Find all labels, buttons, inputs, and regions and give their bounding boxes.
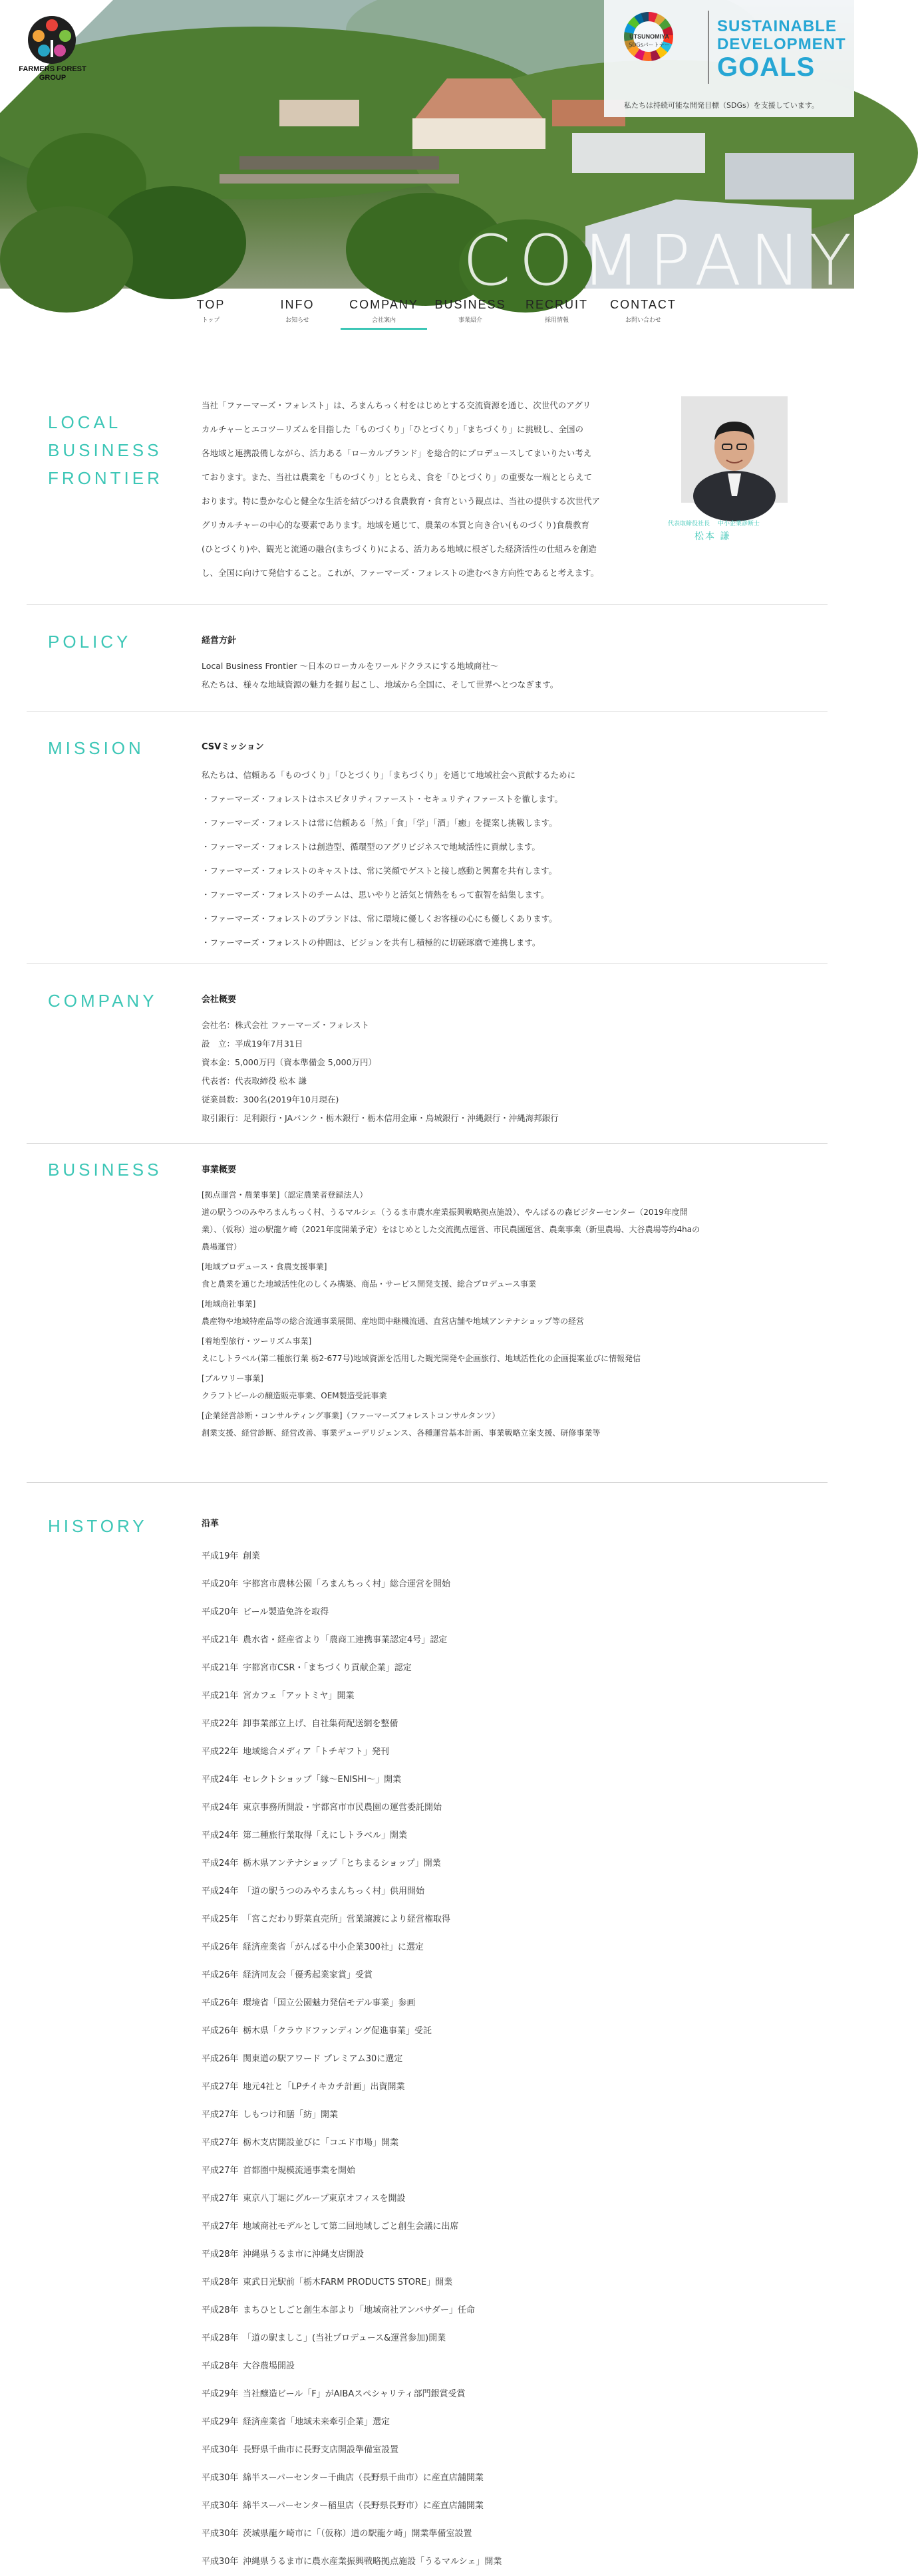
history-year: 平成20年 xyxy=(202,1579,239,1589)
history-row xyxy=(202,1710,502,1738)
intro-text xyxy=(202,394,687,585)
brand-name-line2: GROUP xyxy=(39,74,67,82)
history-event: 農水省・経産省より「農商工連携事業認定4号」認定 xyxy=(243,1635,448,1645)
history-event: 卸事業部立上げ、自社集荷配送網を整備 xyxy=(243,1719,398,1729)
history-event: 経済同友会「優秀起業家賞」受賞 xyxy=(243,1970,373,1980)
policy-section xyxy=(27,605,828,711)
history-row xyxy=(202,1850,502,1878)
history-year: 平成28年 xyxy=(202,2250,239,2259)
history-row xyxy=(202,1990,502,2017)
history-year: 平成28年 xyxy=(202,2361,239,2371)
business-block xyxy=(202,1333,814,1367)
business-text: 農場運営） xyxy=(202,1242,242,1251)
history-year: 平成24年 xyxy=(202,1831,239,1841)
company-title: COMPANY xyxy=(48,991,158,1011)
mission-line: ・ファーマーズ・フォレストは常に信頼ある「然」「食」「学」「酒」「癒」を提案し挑戦します。 xyxy=(202,818,557,828)
intro-line: おります。特に豊かな心と健全な生活を結びつける食農教育・食育という観点は、当社の提供する次世代ア xyxy=(202,496,601,506)
president-photo xyxy=(681,396,788,503)
intro-title-line: FRONTIER xyxy=(48,468,163,488)
business-text: えにしトラベル(第二種旅行業 栃2-677号)地域資源を活用した観光開発や企画旅行、地域活性化の企画提案並びに情報発信 xyxy=(202,1354,641,1363)
history-event: 東京八丁堀にグループ東京オフィスを開設 xyxy=(243,2194,406,2204)
business-body xyxy=(202,1160,814,1442)
history-row xyxy=(202,2185,502,2213)
intro-line: (ひとづくり)や、観光と流通の融合(まちづくり)による、活力ある地域に根ざした経済活性の仕組みを創造 xyxy=(202,544,597,554)
policy-heading: 経営方針 xyxy=(202,636,237,646)
history-year: 平成30年 xyxy=(202,2445,239,2455)
history-event: 経済産業省「がんばる中小企業300社」に選定 xyxy=(243,1942,424,1952)
history-event: 栃木支店開設並びに「コエド市場」開業 xyxy=(243,2138,399,2148)
nav-recruit-label: RECRUIT xyxy=(526,298,588,311)
business-text: 農産物や地域特産品等の総合流通事業展開、産地間中継機流通、直営店舗や地域アンテナショップ等の経営 xyxy=(202,1317,585,1326)
hero-banner xyxy=(0,0,859,301)
history-year: 平成28年 xyxy=(202,2305,239,2315)
business-block xyxy=(202,1370,814,1404)
history-row xyxy=(202,1906,502,1934)
business-category: [企業経営診断・コンサルティング事業]（ファーマーズフォレストコンサルタンツ） xyxy=(202,1411,500,1420)
history-year: 平成27年 xyxy=(202,2110,239,2120)
sdgs-title-line3: GOALS xyxy=(717,53,816,82)
business-text: 道の駅うつのみやろまんちっく村、うるマルシェ（うるま市農水産業振興戦略拠点施設）、やんばるの森ビジターセンター（2019年度開 xyxy=(202,1208,688,1217)
history-year: 平成24年 xyxy=(202,1803,239,1813)
history-event: 綿半スーパーセンター千曲店（長野県千曲市）に産直店舗開業 xyxy=(243,2473,484,2483)
history-year: 平成20年 xyxy=(202,1607,239,1617)
history-year: 平成29年 xyxy=(202,2389,239,2399)
history-event: 関東道の駅アワード プレミアム30に選定 xyxy=(243,2054,403,2064)
history-row xyxy=(202,2101,502,2129)
history-row xyxy=(202,2408,502,2436)
business-category: [ブルワリー事業] xyxy=(202,1374,263,1383)
intro-line: ております。また、当社は農業を「ものづくり」ととらえ、食を「ひとづくり」の重要な一端ととらえて xyxy=(202,472,593,482)
mission-section xyxy=(27,711,828,964)
nav-contact-label: CONTACT xyxy=(610,298,677,311)
history-year: 平成21年 xyxy=(202,1635,239,1645)
history-event: 東京事務所開設・宇都宮市市民農園の運営委託開始 xyxy=(243,1803,442,1813)
president-name: 松本 謙 xyxy=(694,531,731,542)
history-event: 宇都宮市CSR・「まちづくり貢献企業」認定 xyxy=(243,1663,412,1673)
history-year: 平成19年 xyxy=(202,1551,239,1561)
history-event: 茨城県龍ケ崎市に「（仮称）道の駅龍ケ崎」開業準備室設置 xyxy=(243,2529,472,2539)
history-year: 平成22年 xyxy=(202,1747,239,1757)
policy-line: Local Business Frontier 〜日本のローカルをワールドクラスにする地域商社〜 xyxy=(202,661,499,671)
history-row xyxy=(202,2464,502,2492)
intro-title-line: LOCAL xyxy=(48,412,122,432)
history-event: 沖縄県うるま市に沖縄支店開設 xyxy=(243,2250,365,2259)
nav-business-label: BUSINESS xyxy=(434,298,506,311)
nav-top[interactable] xyxy=(168,289,254,335)
history-event: 首都圏中規模流通事業を開始 xyxy=(243,2166,356,2176)
company-line: 資本金：5,000万円（資本準備金 5,000万円） xyxy=(202,1057,377,1067)
history-row xyxy=(202,2436,502,2464)
history-row xyxy=(202,1626,502,1654)
history-row xyxy=(202,2381,502,2408)
history-year: 平成27年 xyxy=(202,2138,239,2148)
history-heading: 沿革 xyxy=(202,1519,220,1529)
intro-line: 当社「ファーマーズ・フォレスト」は、ろまんちっく村をはじめとする交流資源を通じ、次世代のアグリ xyxy=(202,400,591,410)
business-category: [拠点運営・農業事業]（認定農業者登録法人） xyxy=(202,1190,368,1200)
company-line: 取引銀行：足利銀行・JAバンク・栃木銀行・栃木信用金庫・烏城銀行・沖縄銀行・沖縄海邦銀行 xyxy=(202,1113,559,1123)
history-event: 栃木県「クラウドファンディング促進事業」受託 xyxy=(243,2026,432,2036)
history-event: 第二種旅行業取得「えにしトラベル」開業 xyxy=(243,1831,408,1841)
nav-company[interactable] xyxy=(341,289,427,330)
business-text: 業）、（仮称）道の駅龍ケ崎（2021年度開業予定）をはじめとした交流拠点運営、市民農園運営、農業事業（新里農場、大谷農場等約4haの xyxy=(202,1225,700,1234)
history-event: 大谷農場開設 xyxy=(243,2361,295,2371)
business-section xyxy=(27,1144,828,1483)
history-row xyxy=(202,2548,502,2576)
company-line: 代表者：代表取締役 松本 謙 xyxy=(202,1076,307,1086)
intro-section xyxy=(27,392,828,605)
mission-line: ・ファーマーズ・フォレストのブランドは、常に環境に優しくお客様の心にも優しくあります。 xyxy=(202,914,557,924)
history-year: 平成30年 xyxy=(202,2529,239,2539)
history-year: 平成25年 xyxy=(202,1914,239,1924)
brand-logo-mark xyxy=(0,0,113,113)
company-line: 設 立：平成19年7月31日 xyxy=(202,1039,303,1049)
history-event: 地元4社と「LPチイキカチ計画」出資開業 xyxy=(243,2082,405,2092)
nav-company-label: COMPANY xyxy=(349,298,418,311)
history-event: 「道の駅うつのみやろまんちっく村」供用開始 xyxy=(243,1886,425,1896)
history-event: 創業 xyxy=(243,1551,261,1561)
history-year: 平成30年 xyxy=(202,2557,239,2567)
policy-body xyxy=(202,630,558,694)
history-year: 平成28年 xyxy=(202,2277,239,2287)
history-event: 綿半スーパーセンター稲里店（長野県長野市）に産直店舗開業 xyxy=(243,2501,484,2511)
intro-line: し、全国に向けて発信すること。これが、ファーマーズ・フォレストの進むべき方向性であると考えます。 xyxy=(202,568,599,578)
history-row xyxy=(202,2241,502,2269)
history-event: 沖縄県うるま市に農水産業振興戦略拠点施設「うるマルシェ」開業 xyxy=(243,2557,502,2567)
business-text: 創業支援、経営診断、経営改善、事業デューデリジェンス、各種運営基本計画、事業戦略立案支援、研修事業等 xyxy=(202,1428,601,1438)
history-event: 当社醸造ビール「F」がAIBAスペシャリティ部門銀賞受賞 xyxy=(243,2389,466,2399)
policy-line: 私たちは、様々な地域資源の魅力を掘り起こし、地域から全国に、そして世界へとつなぎます。 xyxy=(202,680,559,690)
business-heading: 事業概要 xyxy=(202,1165,237,1175)
history-year: 平成29年 xyxy=(202,2417,239,2427)
history-event: しもつけ和膳「紡」開業 xyxy=(243,2110,339,2120)
sdgs-banner[interactable] xyxy=(604,0,854,117)
nav-business[interactable] xyxy=(427,289,514,335)
history-row xyxy=(202,1766,502,1794)
business-block xyxy=(202,1258,814,1293)
history-year: 平成24年 xyxy=(202,1859,239,1868)
business-title: BUSINESS xyxy=(48,1160,162,1180)
history-row xyxy=(202,1822,502,1850)
global-nav xyxy=(0,289,854,335)
history-event: 宇都宮市農林公園「ろまんちっく村」総合運営を開始 xyxy=(243,1579,451,1589)
history-year: 平成21年 xyxy=(202,1691,239,1701)
brand-logo[interactable] xyxy=(0,0,113,113)
history-row xyxy=(202,2157,502,2185)
history-row xyxy=(202,2325,502,2353)
business-block xyxy=(202,1407,814,1442)
company-heading: 会社概要 xyxy=(202,995,237,1005)
company-line: 会社名：株式会社 ファーマーズ・フォレスト xyxy=(202,1020,370,1030)
mission-line: 私たちは、信頼ある「ものづくり」「ひとづくり」「まちづくり」を通じて地域社会へ貢献するために xyxy=(202,770,576,780)
company-section xyxy=(27,964,828,1144)
sdgs-partner-brand: UTSUNOMIYA xyxy=(629,33,669,40)
history-event: 栃木県アンテナショップ「とちまるショップ」開業 xyxy=(243,1859,441,1868)
nav-recruit-sub: 採用情報 xyxy=(544,317,569,324)
mission-body xyxy=(202,737,575,955)
nav-contact[interactable] xyxy=(600,289,687,335)
history-year: 平成26年 xyxy=(202,1970,239,1980)
history-row xyxy=(202,2353,502,2381)
sdgs-partner-sub: SDGsパートナー xyxy=(629,42,670,48)
history-row xyxy=(202,1794,502,1822)
history-event: ビール製造免許を取得 xyxy=(243,1607,329,1617)
nav-contact-sub: お問い合わせ xyxy=(625,317,661,324)
history-event: 宮カフェ「アットミヤ」開業 xyxy=(243,1691,355,1701)
history-row xyxy=(202,2520,502,2548)
history-row xyxy=(202,2129,502,2157)
history-year: 平成24年 xyxy=(202,1886,239,1896)
history-row xyxy=(202,1682,502,1710)
intro-title-line: BUSINESS xyxy=(48,440,162,460)
history-row xyxy=(202,1654,502,1682)
history-year: 平成26年 xyxy=(202,1998,239,2008)
policy-title: POLICY xyxy=(48,632,132,652)
business-category: [着地型旅行・ツーリズム事業] xyxy=(202,1337,312,1346)
history-year: 平成22年 xyxy=(202,1719,239,1729)
history-year: 平成26年 xyxy=(202,2054,239,2064)
business-block xyxy=(202,1186,814,1255)
history-section xyxy=(27,1483,828,2567)
history-row xyxy=(202,2045,502,2073)
mission-line: ・ファーマーズ・フォレストはホスピタリティファースト・セキュリティファーストを徹します。 xyxy=(202,794,563,804)
history-year: 平成30年 xyxy=(202,2473,239,2483)
company-body xyxy=(202,989,559,1128)
history-year: 平成21年 xyxy=(202,1663,239,1673)
nav-company-sub: 会社案内 xyxy=(371,317,396,324)
business-block xyxy=(202,1295,814,1330)
intro-line: 各地域と連携設備しながら、活力ある「ローカルブランド」を総合的にプロデュースしてまいりたい考え xyxy=(202,448,592,458)
history-year: 平成27年 xyxy=(202,2166,239,2176)
mission-heading: CSVミッション xyxy=(202,742,264,752)
sdgs-title-line1: SUSTAINABLE xyxy=(717,17,837,35)
history-event: 「道の駅ましこ」(当社プロデュース&運営参加)開業 xyxy=(243,2333,446,2343)
hero-title: COMPANY xyxy=(462,220,859,301)
nav-top-label: TOP xyxy=(196,298,226,311)
mission-title: MISSION xyxy=(48,738,144,758)
mission-line: ・ファーマーズ・フォレストのキャストは、常に笑顔でゲストと接し感動と興奮を共有します。 xyxy=(202,866,557,876)
intro-title xyxy=(48,408,163,492)
history-event: 環境省「国立公園魅力発信モデル事業」参画 xyxy=(243,1998,416,2008)
history-event: 地域商社モデルとして第二回地域しごと創生会議に出席 xyxy=(243,2222,459,2232)
sdgs-divider xyxy=(708,11,709,84)
intro-line: グリカルチャーの中心的な要素であります。地域を通じて、農業の本質と向き合い(ものづくり)食農教育 xyxy=(202,520,590,530)
sdgs-title-line2: DEVELOPMENT xyxy=(717,35,846,53)
history-row xyxy=(202,1543,502,1571)
brand-name-line1: FARMERS FOREST xyxy=(19,65,86,73)
nav-info[interactable] xyxy=(254,289,341,335)
history-event: 地域総合メディア「トチギフト」発刊 xyxy=(243,1747,389,1757)
history-event: 経済産業省「地域未来牽引企業」選定 xyxy=(243,2417,390,2427)
nav-top-sub: トップ xyxy=(202,317,220,324)
mission-line: ・ファーマーズ・フォレストは創造型、循環型のアグリビジネスで地域活性に貢献します。 xyxy=(202,842,540,852)
nav-info-label: INFO xyxy=(280,298,315,311)
history-year: 平成28年 xyxy=(202,2333,239,2343)
business-text: 食と農業を通じた地域活性化のしくみ構築、商品・サービス開発支援、総合プロデュース事業 xyxy=(202,1279,537,1289)
history-event: 東武日光駅前「栃木FARM PRODUCTS STORE」開業 xyxy=(243,2277,453,2287)
history-row xyxy=(202,1571,502,1599)
president-portrait-icon xyxy=(681,396,788,503)
business-category: [地域プロデュース・食農支援事業] xyxy=(202,1262,327,1271)
history-event: 「宮こだわり野菜直売所」営業譲渡により経営権取得 xyxy=(243,1914,451,1924)
history-year: 平成27年 xyxy=(202,2194,239,2204)
mission-line: ・ファーマーズ・フォレストのチームは、思いやりと活気と情熱をもって叡智を結集します。 xyxy=(202,890,549,900)
history-year: 平成30年 xyxy=(202,2501,239,2511)
intro-line: カルチャーとエコツーリズムを目指した「ものづくり」「ひとづくり」「まちづくり」に挑戦し、全国の xyxy=(202,424,584,434)
history-row xyxy=(202,2017,502,2045)
sdgs-caption: 私たちは持続可能な開発目標（SDGs）を支援しています。 xyxy=(624,101,819,110)
history-row xyxy=(202,1738,502,1766)
nav-info-sub: お知らせ xyxy=(285,317,309,324)
nav-recruit[interactable] xyxy=(514,289,600,335)
mission-line: ・ファーマーズ・フォレストの仲間は、ビジョンを共有し積極的に切磋琢磨で連携します。 xyxy=(202,938,541,948)
history-year: 平成27年 xyxy=(202,2222,239,2232)
history-row xyxy=(202,2213,502,2241)
company-line: 従業員数：300名(2019年10月現在) xyxy=(202,1095,339,1104)
history-row xyxy=(202,1878,502,1906)
history-row xyxy=(202,1599,502,1626)
business-category: [地域商社事業] xyxy=(202,1299,256,1309)
history-year: 平成26年 xyxy=(202,2026,239,2036)
nav-business-sub: 事業紹介 xyxy=(458,317,482,324)
history-row xyxy=(202,2269,502,2297)
history-event: まちひとしごと創生本部より「地域商社アンバサダー」任命 xyxy=(243,2305,475,2315)
history-event: セレクトショップ「縁〜ENISHI〜」開業 xyxy=(243,1775,402,1785)
history-year: 平成24年 xyxy=(202,1775,239,1785)
history-title: HISTORY xyxy=(48,1516,148,1536)
history-row xyxy=(202,1934,502,1962)
history-year: 平成26年 xyxy=(202,1942,239,1952)
history-list xyxy=(202,1543,502,2576)
history-row xyxy=(202,2492,502,2520)
history-row xyxy=(202,2297,502,2325)
president-title: 代表取締役社長 中小企業診断士 xyxy=(668,521,760,527)
history-event: 長野県千曲市に長野支店開設準備室設置 xyxy=(243,2445,399,2455)
history-year: 平成27年 xyxy=(202,2082,239,2092)
business-text: クラフトビールの醸造販売事業、OEM製造受託事業 xyxy=(202,1391,387,1400)
history-row xyxy=(202,2073,502,2101)
history-body xyxy=(202,1513,502,2576)
history-row xyxy=(202,1962,502,1990)
